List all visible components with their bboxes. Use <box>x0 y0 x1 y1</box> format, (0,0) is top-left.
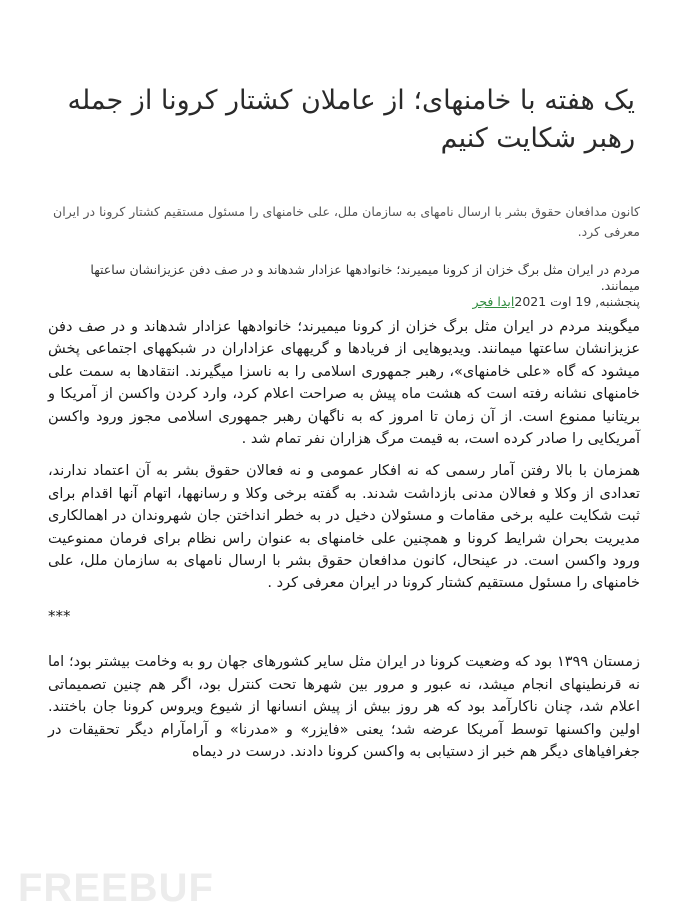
image-caption: مردم در ایران مثل برگ خزان از کرونا میمیرند؛ خانوادهها عزادار شدهاند و در صف دفن عزیزانشان ساعتها میمانند. <box>90 262 640 293</box>
article-summary: کانون مدافعان حقوق بشر با ارسال نامهای به سازمان ملل، علی خامنهای را مسئول مستقیم کشتار کرونا در ایران معرفی کرد. <box>53 204 640 239</box>
article-body <box>48 316 640 773</box>
article-title: یک هفته با خامنهای؛ از عاملان کشتار کرونا از جمله رهبر شکایت کنیم <box>67 85 635 154</box>
paragraph: زمستان ۱۳۹۹ بود که وضعیت کرونا در ایران مثل سایر کشورهای جهان رو به وخامت بیشتر بود؛ اما نه قرنطینهای انجام میشد، نه عبور و مرور بین شهرها تحت کنترل بود، اگر هم چنین تصمیماتی اعلام شد، چنان ناکارآمد بود که هر روز بیش از پیش انسانها از شیوع ویروس کرونا جان باختند. اولین واکسنها توسط آمریکا عرضه شد؛ یعنی «فایزر» و «مدرنا» و آرامآرام دیگر تحقیقات در جغرافیاهای دیگر هم خبر از دستیابی به واکسن کرونا دادند. درست در دیماه <box>48 654 640 760</box>
image-caption-block <box>80 262 640 310</box>
dateline <box>80 294 640 310</box>
author-link[interactable]: ایدا فجر <box>472 294 515 309</box>
paragraph: همزمان با بالا رفتن آمار رسمی که نه افکار عمومی و نه فعالان حقوق بشر به آن اعتماد ندارند، تعدادی از وکلا و فعالان مدنی بازداشت شدند. به گفته برخی وکلا و رسانهها، اتهام آنها اقدام برای ثبت شکایت علیه برخی مقامات و مسئولان دخیل در به خطر انداختن جان شهروندان در اهمالکاری مدیریت بحران شرایط کرونا و همچنین علی خامنهای به عنوان راس نظام برای فرمان ممنوعیت ورود واکسن است. در عینحال، کانون مدافعان حقوق بشر با ارسال نامهای به سازمان ملل، علی خامنهای را مسئول مستقیم کشتار کرونا در ایران معرفی کرد . <box>48 463 640 592</box>
paragraph: میگویند مردم در ایران مثل برگ خزان از کرونا میمیرند؛ خانوادهها عزادار شدهاند و در صف دفن عزیزانشان ساعتها میمانند. ویدیوهایی از فریادها و گریههای عزاداران در شبکههای اجتماعی پخش میشود که گاه «علی خامنهای»، رهبر جمهوری اسلامی را به ناسزا میگیرند. انتقادها به سمت علی خامنهای نشانه رفته است که هشت ماه پیش به صراحت اعلام کرد، وارد کردن واکسن از آمریکا و بریتانیا ممنوع است. از آن زمان تا امروز که به ناگهان رهبر جمهوری اسلامی مجوز ورود واکسن آمریکایی را صادر کرده است، به قیمت مرگ هزاران نفر تمام شد . <box>48 319 640 448</box>
section-separator: *** <box>48 606 71 625</box>
publish-date: پنجشنبه, 19 اوت 2021 <box>514 294 640 309</box>
freebuf-watermark: FREEBUF <box>18 866 214 910</box>
